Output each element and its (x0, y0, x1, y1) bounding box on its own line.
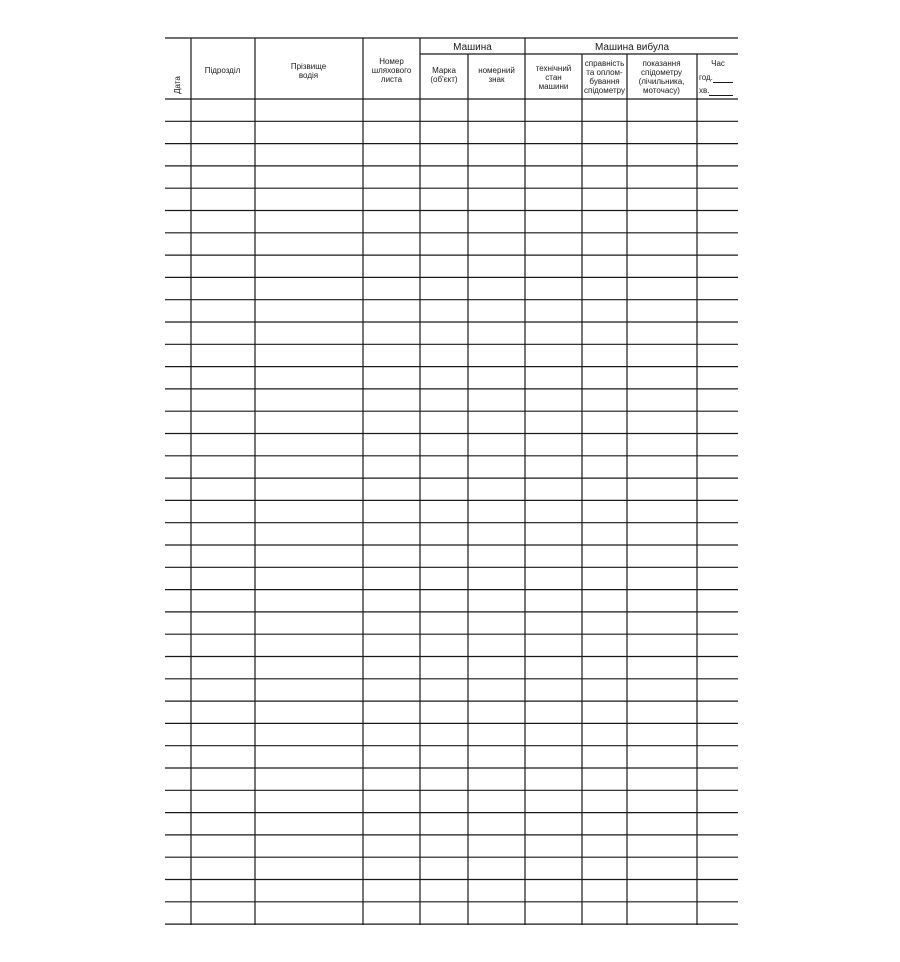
group-header-vehicle: Машина (453, 42, 492, 53)
time-minutes-label: хв. (699, 86, 710, 95)
column-header-technical-condition: технічний стан машини (535, 64, 572, 91)
column-header-speedometer-reading: показання спідометру (лічильника, моточасу) (638, 59, 685, 95)
time-minutes-blank (709, 87, 733, 96)
column-header-time (699, 59, 737, 96)
column-header-speedometer-seal: справність та оплом- бування спідометру (584, 59, 625, 95)
column-header-waybill-number: Номер шляхового листа (371, 57, 412, 84)
column-header-driver-surname: Прізвище водія (290, 62, 327, 80)
time-hours-blank (713, 74, 733, 83)
time-title: Час (711, 59, 725, 68)
column-header-vehicle-brand: Марка (об'єкт) (430, 66, 458, 84)
column-header-date: Дата (173, 76, 182, 94)
column-header-subdivision: Підрозділ (204, 66, 241, 75)
column-header-license-plate: номерний знак (478, 66, 515, 84)
group-header-vehicle-departed: Машина вибула (594, 42, 670, 53)
time-hours-label: год. (699, 73, 713, 82)
